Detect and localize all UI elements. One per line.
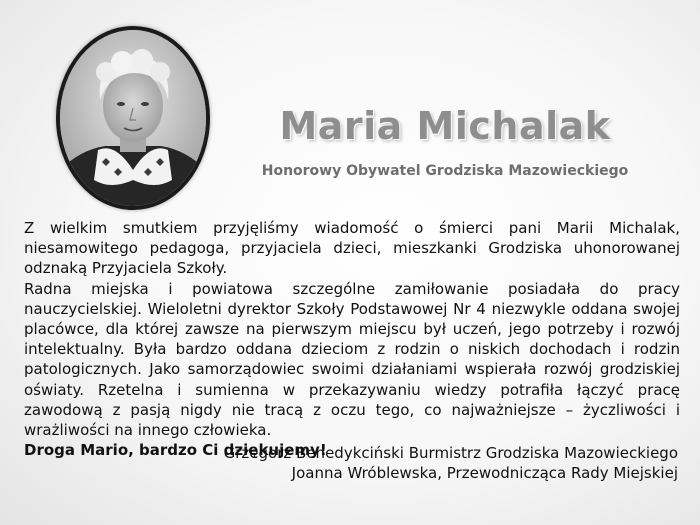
portrait-photo: [60, 30, 206, 206]
paragraph: Z wielkim smutkiem przyjęliśmy wiadomość o śmierci pani Marii Michalak, niesamowitego pedagoga, przyjaciela dzieci, mieszkanki Grodziska uhonorowanej odznaką Przyjaciela Szkoły.: [24, 219, 680, 278]
person-name: Maria Michalak: [279, 104, 611, 148]
portrait-frame: [56, 26, 210, 210]
closing-line: Droga Mario, bardzo Ci dziękujemy!: [24, 441, 327, 460]
portrait-illustration: [60, 30, 206, 206]
signature-line: Grzegorz Benedykciński Burmistrz Grodziska Mazowieckiego: [223, 444, 678, 462]
honorary-title: Honorowy Obywatel Grodziska Mazowieckiego: [261, 163, 629, 179]
paragraph: Radna miejska i powiatowa szczególne zamiłowanie posiadała do pracy nauczycielskiej. Wieloletni dyrektor Szkoły Podstawowej Nr 4 niezwykle oddana swojej placówce, dla której zawsze na pierwszym miejscu był uczeń, jego potrzeby i rozwój intelektualny. Była bardzo oddana dzieciom z rodzin o niskich dochodach i rodzin patologicznych. Jako samorządowiec swoimi działaniami wspierała rozwój grodziskiej oświaty. Rzetelna i sumienna w przekazywaniu wiedzy potrafiła łączyć pracę zawodową z pasją nigdy nie tracą z oczu tego, co najważniejsze – życzliwości i wrażliwości na innego człowieka.: [24, 279, 680, 440]
obituary-text: [24, 218, 680, 460]
signature-line: Joanna Wróblewska, Przewodnicząca Rady Miejskiej: [291, 464, 678, 483]
signatures: [224, 443, 678, 483]
